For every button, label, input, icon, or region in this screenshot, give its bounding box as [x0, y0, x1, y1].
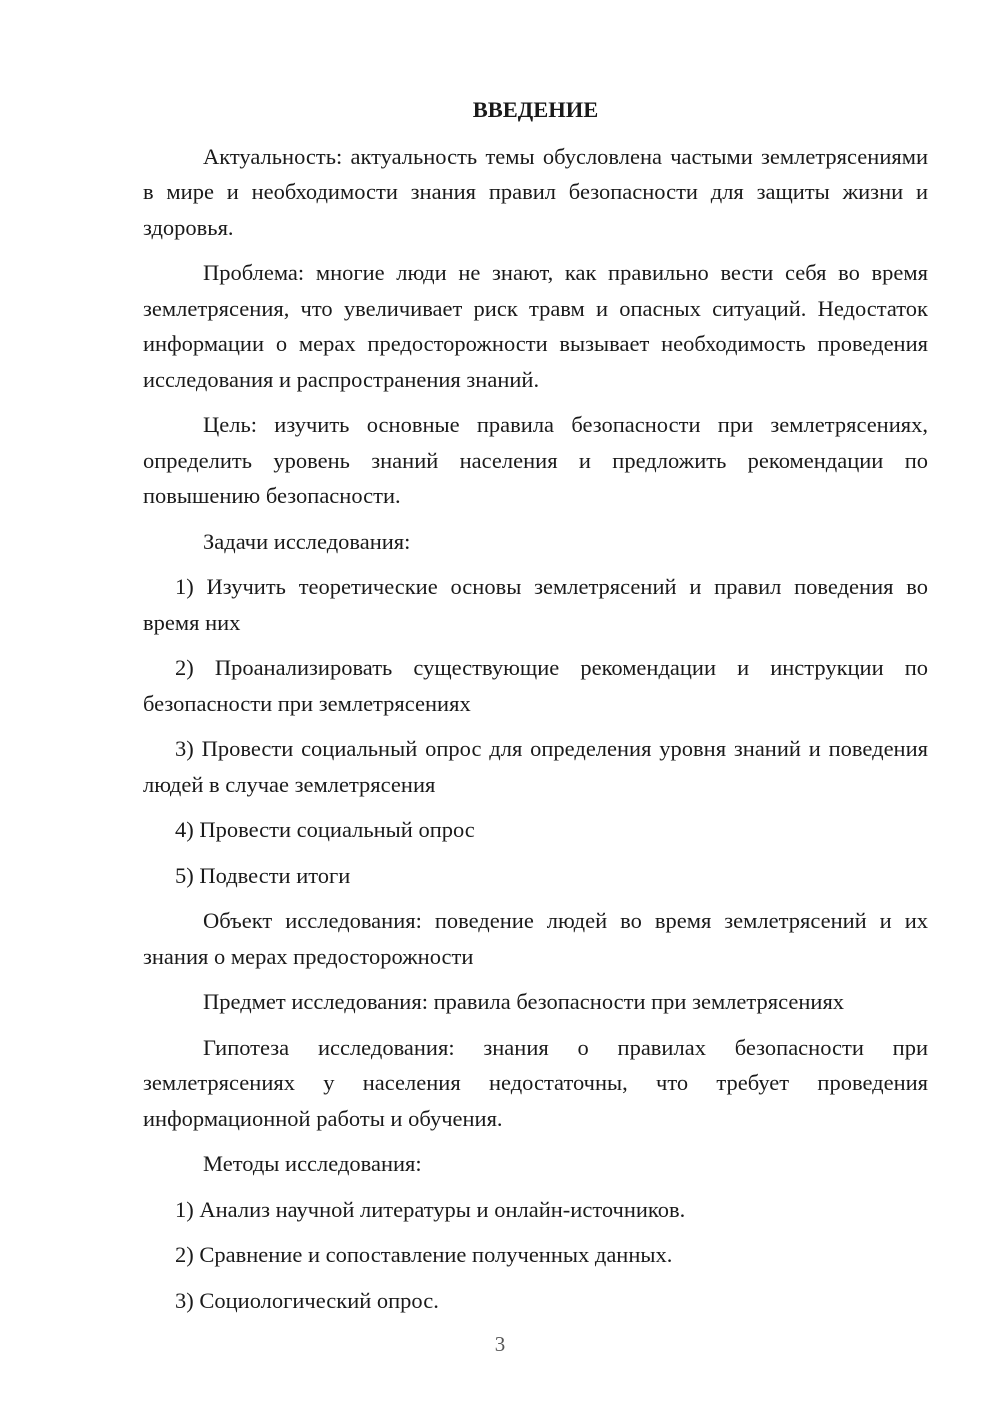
- method-item-1: 1) Анализ научной литературы и онлайн-источников.: [175, 1196, 686, 1222]
- task-item-2: 2) Проанализировать существующие рекомендации и инструкции по безопасности при землетрясениях: [143, 655, 928, 716]
- task-item-5: 5) Подвести итоги: [175, 862, 351, 888]
- page-title: ВВЕДЕНИЕ: [472, 97, 599, 122]
- hypothesis-paragraph: Гипотеза исследования: знания о правилах безопасности при землетрясениях у населения недостаточны, что требует проведения информационной работы и обучения.: [143, 1034, 928, 1131]
- object-paragraph: Объект исследования: поведение людей во время землетрясений и их знания о мерах предосторожности: [143, 908, 928, 969]
- problem-paragraph: Проблема: многие люди не знают, как правильно вести себя во время землетрясения, что увеличивает риск травм и опасных ситуаций. Недостаток информации о мерах предосторожности вызывает необходимость проведения исследования и распространения знаний.: [143, 260, 928, 392]
- method-item-3: 3) Социологический опрос.: [175, 1287, 439, 1313]
- subject-paragraph: Предмет исследования: правила безопасности при землетрясениях: [203, 989, 845, 1014]
- document-page: [143, 92, 928, 1328]
- method-item-2: 2) Сравнение и сопоставление полученных данных.: [175, 1242, 673, 1267]
- goal-paragraph: Цель: изучить основные правила безопасности при землетрясениях, определить уровень знаний населения и предложить рекомендации по повышению безопасности.: [143, 412, 928, 508]
- relevance-paragraph: Актуальность: актуальность темы обусловлена частыми землетрясениями в мире и необходимости знания правил безопасности для защиты жизни и здоровья.: [143, 143, 928, 240]
- page-number: 3: [494, 1332, 506, 1356]
- task-item-4: 4) Провести социальный опрос: [175, 817, 475, 842]
- tasks-heading: Задачи исследования:: [203, 528, 411, 554]
- task-item-1: 1) Изучить теоретические основы землетрясений и правил поведения во время них: [143, 574, 928, 635]
- methods-heading: Методы исследования:: [203, 1151, 422, 1176]
- task-item-3: 3) Провести социальный опрос для определения уровня знаний и поведения людей в случае землетрясения: [143, 736, 928, 797]
